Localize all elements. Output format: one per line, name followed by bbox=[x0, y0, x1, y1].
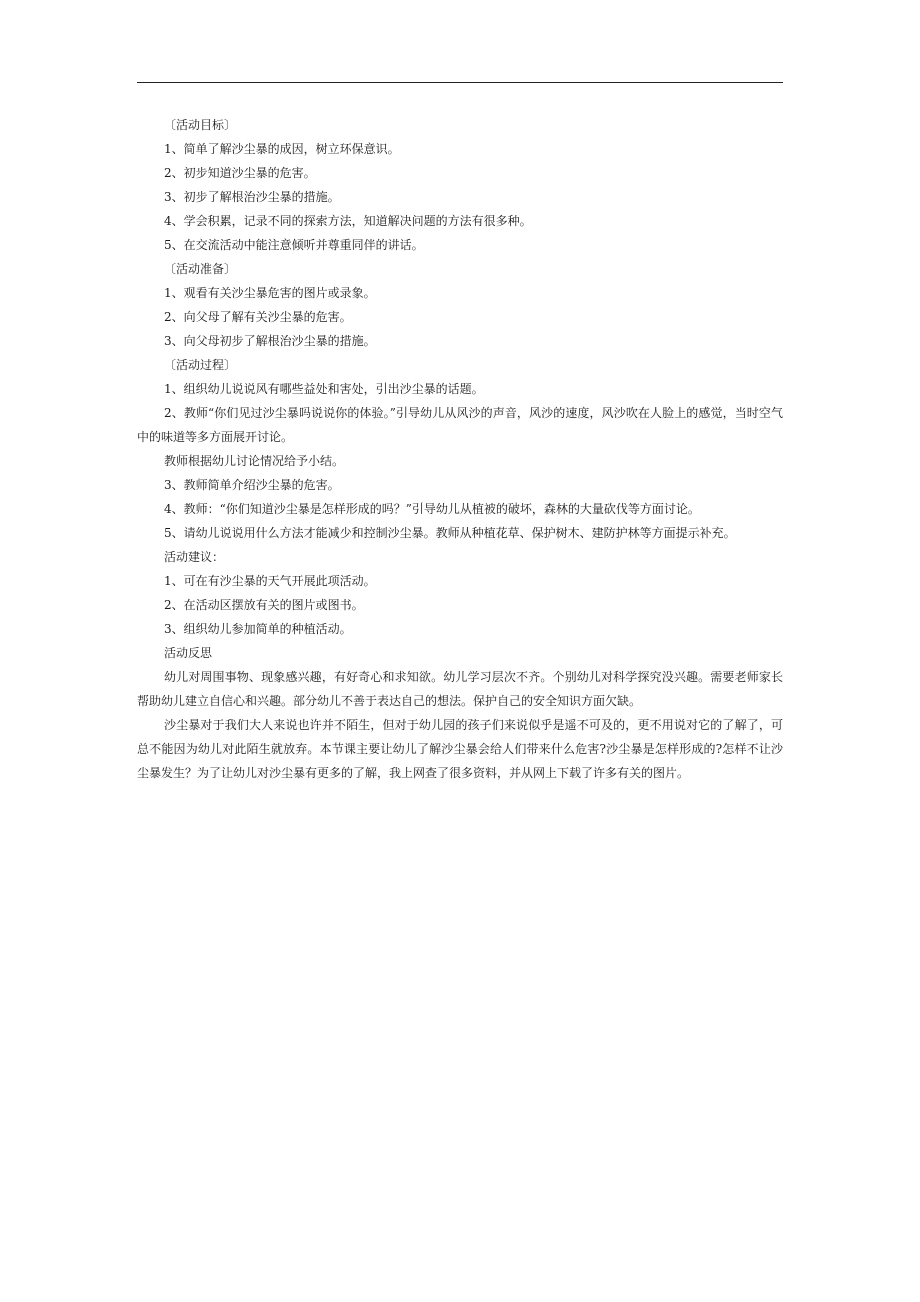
section-heading-suggestions: 活动建议： bbox=[164, 550, 225, 564]
goal-item-1: 1、简单了解沙尘暴的成因，树立环保意识。 bbox=[164, 142, 400, 156]
goal-item-2: 2、初步知道沙尘暴的危害。 bbox=[164, 166, 316, 180]
suggestion-item-1: 1、可在有沙尘暴的天气开展此项活动。 bbox=[164, 574, 376, 588]
goal-item-4: 4、学会积累，记录不同的探索方法，知道解决问题的方法有很多种。 bbox=[164, 214, 532, 228]
document-body bbox=[137, 113, 783, 785]
preparation-item-2: 2、向父母了解有关沙尘暴的危害。 bbox=[164, 310, 352, 324]
process-item-5: 5、请幼儿说说用什么方法才能减少和控制沙尘暴。教师从种植花草、保护树木、建防护林等方面提示补充。 bbox=[164, 526, 736, 540]
process-item-1: 1、组织幼儿说说风有哪些益处和害处，引出沙尘暴的话题。 bbox=[164, 382, 484, 396]
preparation-item-3: 3、向父母初步了解根治沙尘暴的措施。 bbox=[164, 334, 376, 348]
preparation-item-1: 1、观看有关沙尘暴危害的图片或录象。 bbox=[164, 286, 376, 300]
section-heading-process: 〔活动过程〕 bbox=[164, 358, 237, 372]
suggestion-item-2: 2、在活动区摆放有关的图片或图书。 bbox=[164, 598, 364, 612]
reflection-paragraph-2: 沙尘暴对于我们大人来说也许并不陌生，但对于幼儿园的孩子们来说似乎是遥不可及的，更不用说对它的了解了，可总不能因为幼儿对此陌生就放弃。本节课主要让幼儿了解沙尘暴会给人们带来什么危害?沙尘暴是怎样形成的?怎样不让沙尘暴发生？为了让幼儿对沙尘暴有更多的了解，我上网查了很多资料，并从网上下载了许多有关的图片。 bbox=[137, 718, 783, 780]
process-item-2: 2、教师“你们见过沙尘暴吗说说你的体验。”引导幼儿从风沙的声音，风沙的速度，风沙吹在人脸上的感觉，当时空气中的味道等多方面展开讨论。 bbox=[137, 406, 783, 444]
goal-item-3: 3、初步了解根治沙尘暴的措施。 bbox=[164, 190, 340, 204]
process-item-4: 4、教师：“你们知道沙尘暴是怎样形成的吗？”引导幼儿从植被的破坏，森林的大量砍伐等方面讨论。 bbox=[164, 502, 700, 516]
section-heading-reflection: 活动反思 bbox=[164, 646, 213, 660]
process-item-3: 3、教师简单介绍沙尘暴的危害。 bbox=[164, 478, 340, 492]
suggestion-item-3: 3、组织幼儿参加简单的种植活动。 bbox=[164, 622, 352, 636]
header-rule bbox=[137, 82, 783, 83]
reflection-paragraph-1: 幼儿对周围事物、现象感兴趣，有好奇心和求知欲。幼儿学习层次不齐。个别幼儿对科学探究没兴趣。需要老师家长帮助幼儿建立自信心和兴趣。部分幼儿不善于表达自己的想法。保护自己的安全知识方面欠缺。 bbox=[137, 670, 783, 708]
section-heading-preparation: 〔活动准备〕 bbox=[164, 262, 237, 276]
process-summary: 教师根据幼儿讨论情况给予小结。 bbox=[164, 454, 345, 468]
goal-item-5: 5、在交流活动中能注意倾听并尊重同伴的讲话。 bbox=[164, 238, 424, 252]
section-heading-goals: 〔活动目标〕 bbox=[164, 118, 237, 132]
